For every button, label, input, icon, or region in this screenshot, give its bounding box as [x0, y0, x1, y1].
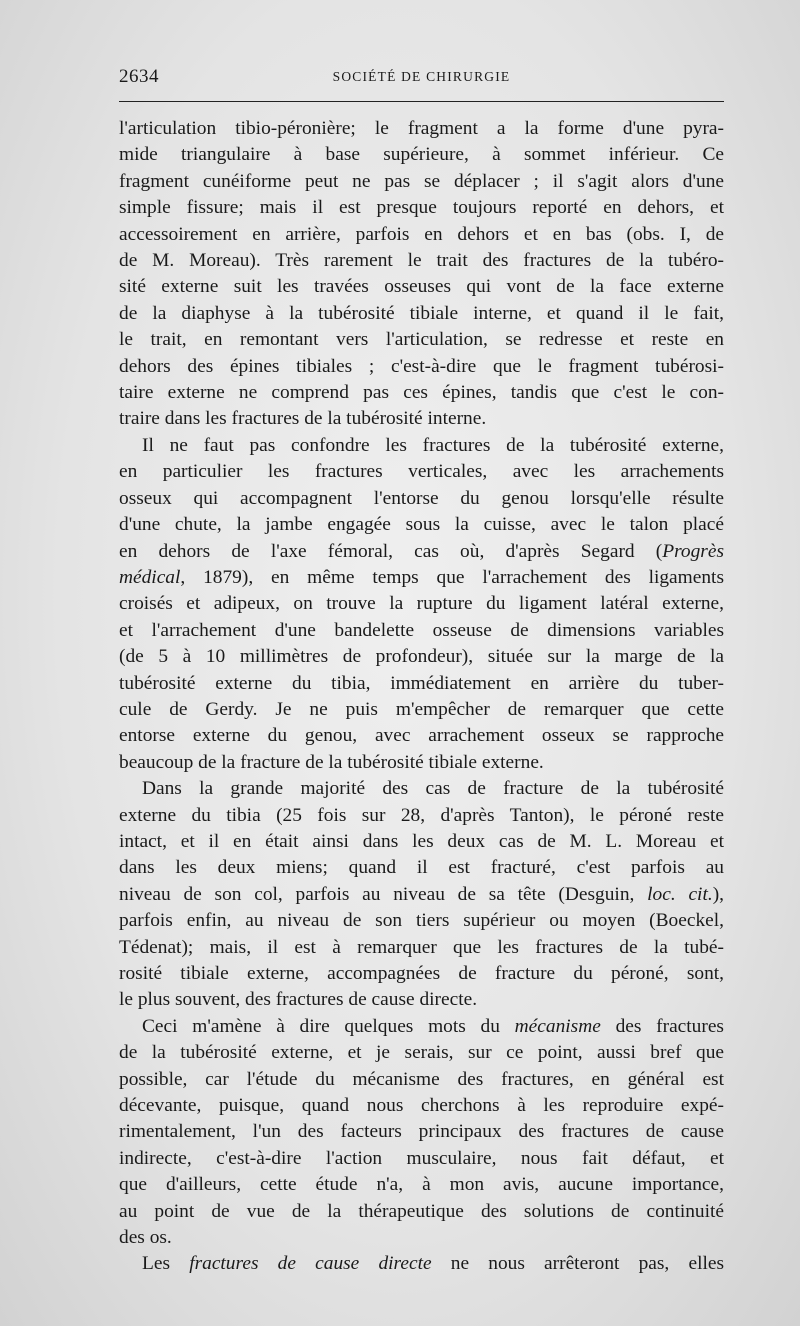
text-line: des os.: [119, 1227, 172, 1249]
text-line: que d'ailleurs, cette étude n'a, à mon avis, aucune importance,: [119, 1174, 724, 1196]
text-run: Les: [142, 1253, 190, 1275]
text-line: Dans la grande majorité des cas de fracture de la tubérosité: [142, 778, 724, 800]
text-line: rimentalement, l'un des facteurs principaux des fractures de cause: [119, 1121, 724, 1143]
text-line: parfois enfin, au niveau de son tiers supérieur ou moyen (Boeckel,: [119, 910, 724, 932]
text-line: mide triangulaire à base supérieure, à sommet inférieur. Ce: [119, 144, 724, 166]
text-line: rosité tibiale externe, accompagnées de fracture du péroné, sont,: [119, 963, 724, 984]
text-line: d'une chute, la jambe engagée sous la cuisse, avec le talon placé: [119, 514, 724, 536]
page-number: 2634: [119, 66, 159, 87]
text-line: entorse externe du genou, avec arrachement osseux se rapproche: [119, 725, 724, 747]
text-line-mixed: [119, 1251, 724, 1277]
text-line: cule de Gerdy. Je ne puis m'empêcher de remarquer que cette: [119, 698, 724, 720]
text-line: le plus souvent, des fractures de cause directe.: [119, 989, 478, 1011]
paragraph-3: [119, 776, 724, 1014]
text-line: simple fissure; mais il est presque toujours reporté en dehors, et: [119, 197, 724, 219]
header-rule: [119, 101, 724, 102]
text-line: Il ne faut pas confondre les fractures de la tubérosité externe,: [142, 434, 724, 456]
page-header: [119, 66, 724, 92]
text-line: intact, et il en était ainsi dans les deux cas de M. L. Moreau et: [119, 830, 724, 852]
text-line: dehors des épines tibiales ; c'est-à-dire que le fragment tubérosi-: [119, 355, 724, 377]
text-line: tubérosité externe du tibia, immédiatement en arrière du tuber-: [119, 672, 724, 694]
italic-run: médical: [119, 566, 181, 588]
text-line: croisés et adipeux, on trouve la rupture du ligament latéral externe,: [119, 593, 724, 615]
text-line: dans les deux miens; quand il est fracturé, c'est parfois au: [119, 857, 724, 879]
text-line: Tédenat); mais, il est à remarquer que les fractures de la tubé-: [119, 936, 724, 958]
text-run: en dehors de l'axe fémoral, cas où, d'après Segard (: [119, 540, 663, 562]
text-line: (de 5 à 10 millimètres de profondeur), située sur la marge de la: [119, 646, 724, 668]
text-line: au point de vue de la thérapeutique des solutions de continuité: [119, 1200, 724, 1222]
text-line: osseux qui accompagnent l'entorse du genou lorsqu'elle résulte: [119, 487, 724, 509]
text-run: Ceci m'amène à dire quelques mots du: [142, 1015, 515, 1037]
text-line-mixed: [119, 1014, 724, 1040]
paragraph-2: [119, 433, 724, 776]
text-line: beaucoup de la fracture de la tubérosité tibiale externe.: [119, 751, 544, 773]
text-line: accessoirement en arrière, parfois en dehors et en bas (obs. I, de: [119, 223, 724, 245]
text-run: niveau de son col, parfois au niveau de sa tête (Desguin,: [119, 883, 648, 905]
text-line: sité externe suit les travées osseuses qui vont de la face externe: [119, 276, 724, 298]
text-line: de la tubérosité externe, et je serais, sur ce point, aussi bref que: [119, 1042, 724, 1064]
italic-run: Progrès: [662, 540, 724, 562]
text-line: traire dans les fractures de la tubérosité interne.: [119, 408, 487, 430]
paragraph-1: [119, 116, 724, 433]
running-head: SOCIÉTÉ DE CHIRURGIE: [332, 69, 511, 84]
text-line: taire externe ne comprend pas ces épines, tandis que c'est le con-: [119, 382, 724, 404]
text-run: ),: [712, 883, 724, 905]
paragraph-5: [119, 1251, 724, 1277]
text-run: , 1879), en même temps que l'arrachement des ligaments: [180, 566, 724, 588]
paragraph-4: [119, 1014, 724, 1252]
text-line: et l'arrachement d'une bandelette osseuse de dimensions variables: [119, 619, 724, 641]
text-run: des fractures: [600, 1015, 724, 1037]
text-line: en particulier les fractures verticales, avec les arrachements: [119, 461, 724, 483]
text-line: décevante, puisque, quand nous cherchons à les reproduire expé-: [119, 1095, 724, 1117]
text-line: l'articulation tibio-péronière; le fragment a la forme d'une pyra-: [119, 118, 724, 139]
text-line: de la diaphyse à la tubérosité tibiale interne, et quand il le fait,: [119, 302, 724, 324]
text-line: externe du tibia (25 fois sur 28, d'après Tanton), le péroné reste: [119, 804, 724, 826]
body-text: [119, 116, 724, 1278]
text-line-mixed: [119, 539, 724, 565]
text-run: ne nous arrêteront pas, elles: [431, 1253, 724, 1275]
text-line: le trait, en remontant vers l'articulation, se redresse et reste en: [119, 329, 724, 351]
text-line: indirecte, c'est-à-dire l'action musculaire, nous fait défaut, et: [119, 1147, 724, 1169]
text-line: fragment cunéiforme peut ne pas se déplacer ; il s'agit alors d'une: [119, 170, 724, 192]
italic-run: loc. cit.: [647, 883, 713, 905]
italic-run: fractures de cause directe: [189, 1253, 432, 1275]
text-line: possible, car l'étude du mécanisme des fractures, en général est: [119, 1068, 724, 1090]
text-line-mixed: [119, 882, 724, 908]
text-line: de M. Moreau). Très rarement le trait des fractures de la tubéro-: [119, 250, 724, 272]
italic-run: mécanisme: [514, 1015, 601, 1037]
text-line-mixed: [119, 565, 724, 591]
